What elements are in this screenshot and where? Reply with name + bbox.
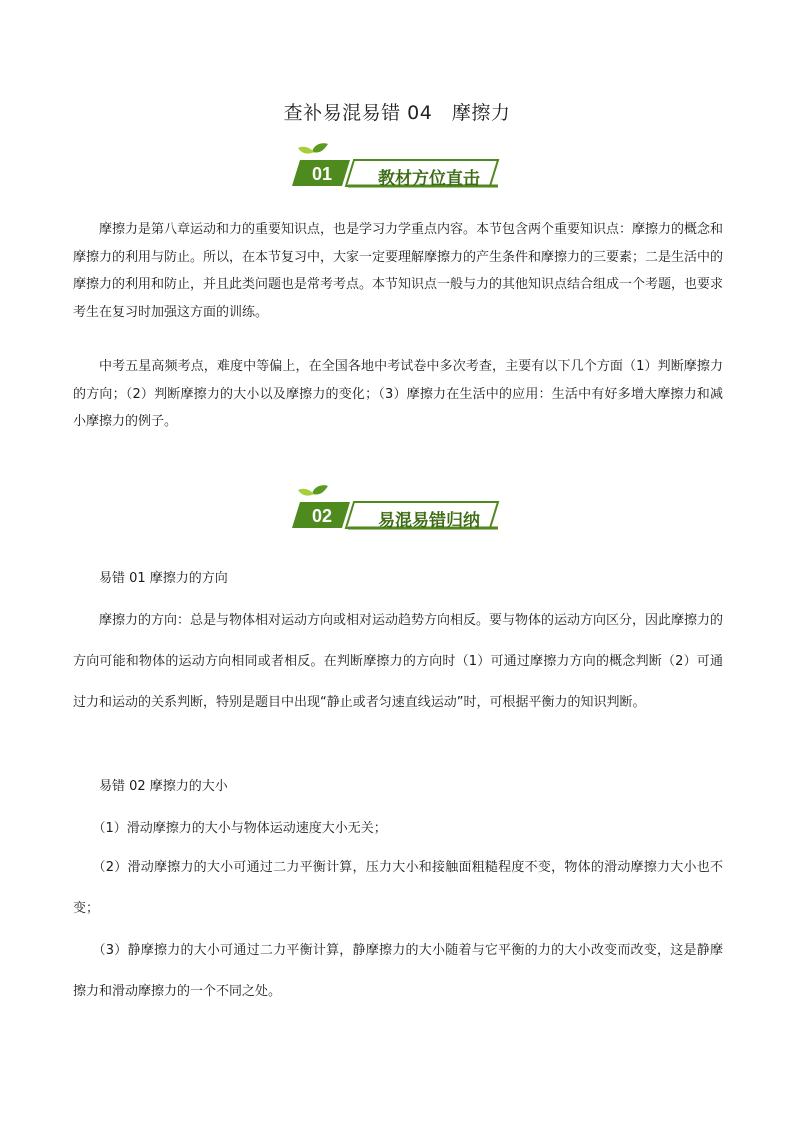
leaf-icon: [312, 143, 328, 152]
leaf-icon: [298, 147, 314, 154]
error-heading-2: 易错 02 摩擦力的大小: [99, 779, 228, 794]
page-title: 查补易混易错 04 摩擦力: [283, 102, 511, 124]
intro-paragraph-2: 中考五星高频考点，难度中等偏上，在全国各地中考试卷中多次考查，主要有以下几个方面（1）判断摩擦力的方向；（2）判断摩擦力的大小以及摩擦力的变化；（3）摩擦力在生活中的应用：生活中有好多增大摩擦力和减小摩擦力的例子。: [73, 359, 723, 429]
error-body-1: 摩擦力的方向：总是与物体相对运动方向或相对运动趋势方向相反。要与物体的运动方向区分，因此摩擦力的方向可能和物体的运动方向相同或者相反。在判断摩擦力的方向时（1）可通过摩擦力方向的概念判断（2）可通过力和运动的关系判断，特别是题目中出现“静止或者匀速直线运动”时，可根据平衡力的知识判断。: [73, 613, 724, 710]
section-banner-2: [292, 484, 532, 532]
error2-item-1: （1）滑动摩擦力的大小与物体运动速度大小无关；: [92, 821, 387, 836]
leaf-icon: [298, 489, 314, 496]
leaf-icon: [312, 485, 328, 494]
section-number: 02: [311, 506, 333, 526]
error2-item-3: （3）静摩擦力的大小可通过二力平衡计算，静摩擦力的大小随着与它平衡的力的大小改变而改变，这是静摩擦力和滑动摩擦力的一个不同之处。: [73, 943, 723, 999]
section-banner-1: [292, 142, 532, 190]
section-label: 教材方位直击: [378, 169, 480, 189]
error-heading-1: 易错 01 摩擦力的方向: [99, 571, 228, 586]
error2-item-2: （2）滑动摩擦力的大小可通过二力平衡计算，压力大小和接触面粗糙程度不变，物体的滑动摩擦力大小也不变；: [73, 860, 723, 916]
intro-paragraph-1: 摩擦力是第八章运动和力的重要知识点，也是学习力学重点内容。本节包含两个重要知识点：摩擦力的概念和摩擦力的利用与防止。所以，在本节复习中，大家一定要理解摩擦力的产生条件和摩擦力的三要素；二是生活中的摩擦力的利用和防止，并且此类问题也是常考考点。本节知识点一般与力的其他知识点结合组成一个考题，也要求考生在复习时加强这方面的训练。: [73, 222, 724, 320]
section-number: 01: [311, 164, 333, 184]
section-label: 易混易错归纳: [378, 511, 480, 531]
